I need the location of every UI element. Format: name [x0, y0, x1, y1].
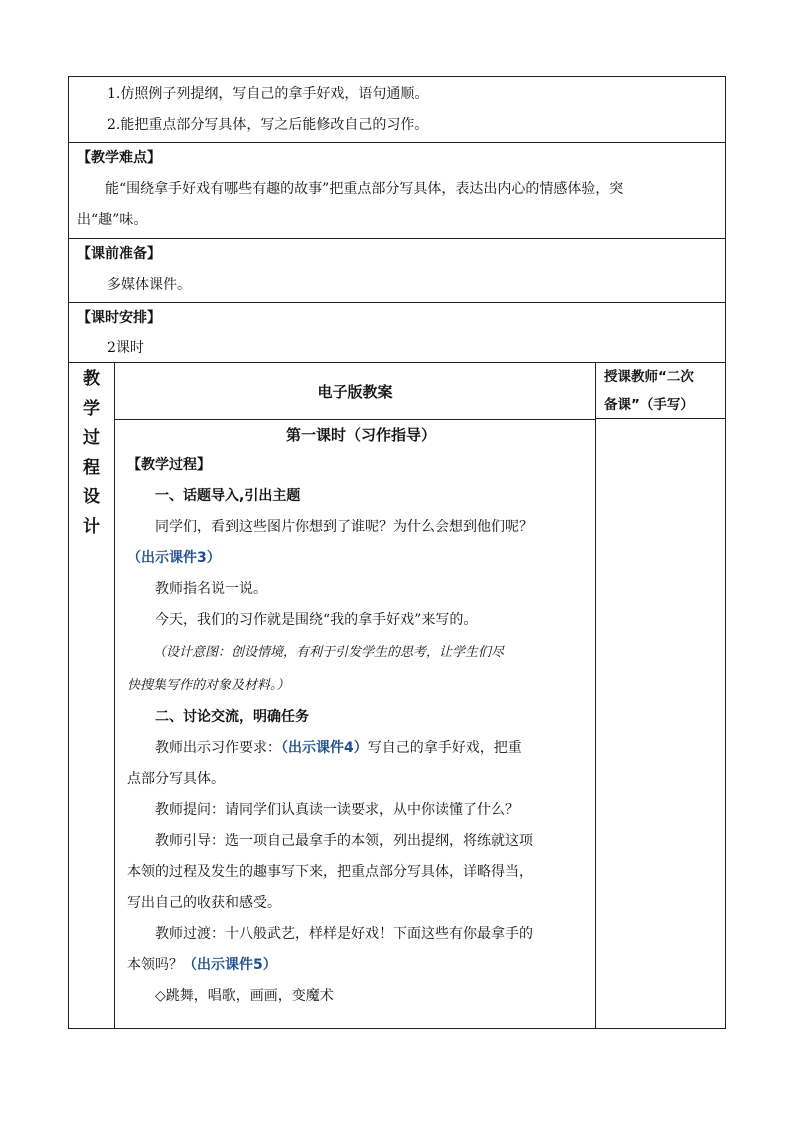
schedule-heading: 【课时安排】 — [77, 310, 161, 326]
section-1-heading: 一、话题导入,引出主题 — [155, 488, 301, 504]
handwritten-notes-column — [596, 363, 725, 1028]
handwritten-notes-header-line-2: 备课”（手写） — [604, 397, 694, 413]
courseware-tag-5: （出示课件5） — [183, 957, 277, 973]
courseware-tag-3: （出示课件3） — [127, 550, 221, 566]
paragraph-7-end: 本领吗？ — [127, 957, 183, 973]
paragraph-4-start: 教师出示习作要求： — [155, 740, 281, 756]
courseware-tag-4: （出示课件4） — [281, 740, 368, 756]
section-2-heading: 二、讨论交流，明确任务 — [155, 709, 309, 725]
electronic-plan-column — [115, 363, 596, 1028]
side-char: 教 — [83, 369, 100, 389]
design-intent-line-1: （设计意图：创设情境，有利于引发学生的思考，让学生们尽 — [153, 645, 505, 660]
difficulty-text-line-2: 出“趣”味。 — [77, 212, 148, 228]
schedule-text: 2课时 — [107, 340, 144, 356]
paragraph-4-end: 写自己的拿手好戏，把重 — [367, 740, 522, 756]
paragraph-2: 教师指名说一说。 — [155, 581, 267, 597]
schedule-section — [68, 302, 726, 362]
paragraph-6-line-3: 写出自己的收获和感受。 — [127, 895, 281, 911]
handwritten-notes-header-line-1: 授课教师“二次 — [604, 369, 694, 385]
handwritten-notes-header — [596, 363, 725, 419]
lesson-title: 第一课时（习作指导） — [285, 426, 436, 444]
preparation-text: 多媒体课件。 — [107, 277, 191, 293]
talent-options-list: ◇跳舞，唱歌，画画，变魔术 — [155, 988, 334, 1004]
paragraph-3: 今天，我们的习作就是围绕“我的拿手好戏”来写的。 — [155, 612, 478, 628]
paragraph-6-line-1: 教师引导：选一项自己最拿手的本领，列出提纲，将练就这项 — [155, 833, 533, 849]
side-char: 学 — [83, 398, 100, 419]
paragraph-6-line-2: 本领的过程及发生的趣事写下来，把重点部分写具体，详略得当， — [127, 864, 533, 880]
difficulty-heading: 【教学难点】 — [77, 150, 161, 166]
lesson-plan-table — [68, 76, 726, 1029]
electronic-plan-header: 电子版教案 — [115, 363, 595, 420]
preparation-heading: 【课前准备】 — [77, 246, 161, 262]
side-char: 设 — [83, 487, 100, 507]
preparation-section — [68, 238, 726, 302]
goals-section — [68, 76, 726, 142]
difficulty-section — [68, 142, 726, 238]
paragraph-7-line-1: 教师过渡：十八般武艺，样样是好戏！下面这些有你最拿手的 — [155, 926, 533, 942]
difficulty-text-line-1: 能“围绕拿手好戏有哪些有趣的故事”把重点部分写具体，表达出内心的情感体验，突 — [105, 181, 624, 197]
lesson-body — [115, 420, 595, 1012]
paragraph-4 — [127, 733, 595, 764]
process-grid — [68, 362, 726, 1029]
design-intent-line-2: 快搜集写作的对象及材料。） — [127, 678, 290, 693]
paragraph-4-continued: 点部分写具体。 — [127, 771, 225, 787]
side-char: 程 — [83, 457, 100, 478]
goal-item-2: 2.能把重点部分写具体，写之后能修改自己的习作。 — [107, 117, 429, 133]
goal-item-1: 1.仿照例子列提纲，写自己的拿手好戏，语句通顺。 — [107, 86, 429, 102]
process-side-label — [69, 363, 115, 1028]
paragraph-5: 教师提问：请同学们认真读一读要求，从中你读懂了什么？ — [155, 802, 519, 818]
side-char: 计 — [83, 516, 100, 537]
side-char: 过 — [83, 428, 100, 448]
process-heading: 【教学过程】 — [127, 457, 211, 473]
paragraph-1: 同学们，看到这些图片你想到了谁呢？为什么会想到他们呢？ — [155, 519, 533, 535]
paragraph-7-line-2 — [127, 950, 595, 981]
